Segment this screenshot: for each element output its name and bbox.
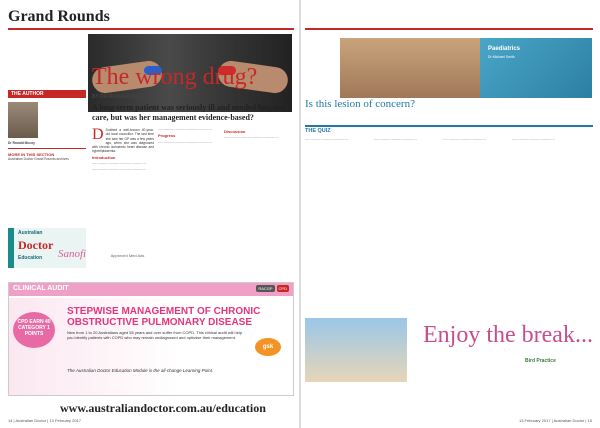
supplement-name: Sanofi <box>58 248 87 260</box>
page-header-left <box>8 8 294 30</box>
ad-bar: CLINICAL AUDIT <box>9 283 293 296</box>
section-title: Grand Rounds <box>8 8 110 25</box>
drop-cap: D <box>92 126 104 143</box>
sponsor-logo: gsk <box>255 338 281 356</box>
paediatrics-banner <box>480 38 592 98</box>
quiz-column-2: ······································· <box>374 138 417 142</box>
quiz-label: THE QUIZ <box>305 128 331 134</box>
heading-progress: Progress <box>158 133 176 139</box>
ad-clinical-audit[interactable] <box>8 282 294 396</box>
ad-logos <box>256 285 289 292</box>
quiz-column-1: ······································· <box>305 138 348 142</box>
heading-intro: Introduction <box>92 154 116 160</box>
ad2-title: Enjoy the break... <box>423 322 593 348</box>
lesion-photo <box>340 38 480 98</box>
intro-text: Dubbed a well-known 40-year-old local councillor. The last time she saw her GP was a few years ago, when she was diagnosed with chronic ischaemic heart disease and hyperlipidaemia. <box>92 128 154 154</box>
heading-discussion: Discussion <box>224 129 246 134</box>
divider <box>8 148 86 149</box>
paediatrics-label: Paediatrics <box>488 46 521 52</box>
article-column-2: ················································· Progress ················································· <box>158 128 220 238</box>
author-box <box>8 90 86 162</box>
ad-aus-small: Australian <box>18 230 43 236</box>
supplement-tag: Approved Med Ads <box>110 253 145 258</box>
quiz-question-title: Is this lesion of concern? <box>305 98 415 110</box>
more-label: MORE IN THIS SECTION <box>8 152 55 158</box>
byline: BY DR RONALD MCCOY <box>92 94 151 100</box>
ad-title: STEPWISE MANAGEMENT OF CHRONIC OBSTRUCTIVE PULMONARY DISEASE <box>67 306 261 328</box>
beach-image <box>305 318 407 382</box>
folio-left: 14 | Australian Doctor | 13 February 2017 <box>8 418 82 423</box>
cpd-badge: CPD EARN 40 CATEGORY 1 POINTS <box>13 312 55 348</box>
education-url[interactable]: www.australiandoctor.com.au/education <box>60 401 266 415</box>
article-column-1: D Dubbed a well-known 40-year-old local councillor. The last time she saw her GP was a few years ago, when she was diagnosed with chronic ischaemic heart disease and hyperlipidaemia. Introduction ················································· ················································· <box>92 126 154 173</box>
ad2-brand: Bird Practice <box>525 358 556 364</box>
ad-text: New from 1 to 20 Australians aged 55 years and over suffer from COPD. This clinical audit will help you identify patients with COPD who may remain undiagnosed and optimise their management. <box>67 330 243 340</box>
gutter <box>299 0 301 428</box>
quiz-column-4: ······································· <box>512 138 555 142</box>
logo-racgp: RACGP <box>258 286 273 291</box>
logo-cpd: CPD <box>278 286 287 291</box>
quiz-rule <box>305 125 593 127</box>
paediatrics-author: Dr Michael Smith <box>488 55 515 59</box>
ad-enjoy-break[interactable] <box>305 318 593 412</box>
ad-aus-big: Doctor <box>18 238 54 252</box>
ad-aus-sub: Education <box>18 255 43 261</box>
page-header-right <box>305 8 593 30</box>
standfirst: A long-term patient was seriously ill and needed hospital care, but was her management evidence-based? <box>92 103 285 122</box>
ad-body <box>9 298 293 395</box>
ad-footer: The Australian Doctor Education Module is the all-change Learning Point. <box>67 368 214 373</box>
author-name: Dr Ronald Mccoy <box>8 141 35 145</box>
author-photo <box>8 102 38 138</box>
quiz-column-3: ······································· <box>443 138 486 142</box>
article-title: The wrong drug? <box>92 64 258 90</box>
supplement-box <box>58 244 268 264</box>
more-text: Australian Doctor Grand Rounds archives <box>8 157 69 162</box>
author-label: THE AUTHOR <box>8 90 86 98</box>
folio-right: 13 February 2017 | Australian Doctor | 15 <box>518 418 592 423</box>
article-column-3: Discussion ················································· <box>224 128 292 238</box>
